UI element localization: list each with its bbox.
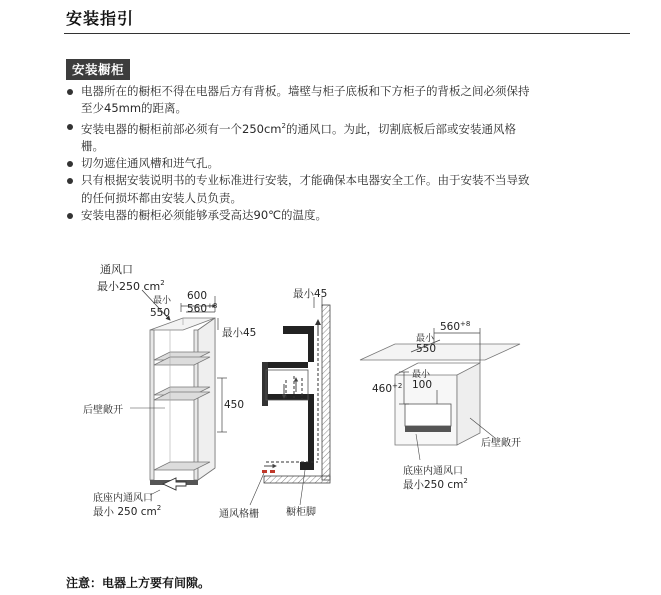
dim-600-label: 600 [187, 290, 208, 302]
min45-label: 最小45 [222, 327, 257, 339]
wall [322, 305, 330, 480]
upper-cabinet-section [263, 326, 314, 368]
min-label: 最小 [416, 334, 435, 344]
back-open-label: 后壁敞开 [83, 405, 123, 416]
min-label: 最小 [153, 296, 172, 306]
page-title: 安装指引 [66, 9, 135, 28]
list-item: 安装电器的橱柜前部必须有一个$250cm^2$的通风口。为此，切割底板后部或安装通风格栅。 [66, 118, 536, 155]
footer-note: 注意：电器上方要有间隙。 [66, 576, 211, 590]
floor [264, 476, 330, 483]
tall-cabinet-diagram [83, 263, 256, 518]
dim-100-label: 100 [412, 379, 433, 391]
dim-460-label: $460^{+2}$ [372, 382, 403, 395]
cabinet-side-left [150, 330, 154, 480]
grille-label: 通风格栅 [219, 509, 259, 520]
dim-560-label: $560^{+8}$ [187, 302, 218, 315]
list-item: 只有根据安装说明书的专业标准进行安装，才能确保本电器安全工作。由于安装不当导致的任何损坏都由安装人员负责。 [66, 172, 536, 207]
section-heading: 安装橱柜 [66, 59, 130, 80]
plinth-label: 橱柜脚 [286, 507, 316, 518]
lower-cabinet-section [263, 394, 314, 470]
base-vent-label: 底座内通风口 [93, 493, 153, 504]
min45-label: 最小45 [293, 288, 328, 300]
top-vent-min-label: 最小250 $cm^2$ [97, 279, 165, 293]
back-open-label: 后壁敞开 [481, 438, 521, 449]
base-vent-min-label: 最小 250 $cm^2$ [93, 504, 162, 518]
list-item: 电器所在的橱柜不得在电器后方有背板。墙壁与柜子底板和下方柜子的背板之间必须保持至少45mm的距离。 [66, 83, 536, 118]
dim-550-label: 550 [416, 343, 437, 355]
top-vent-label: 通风口 [100, 263, 133, 276]
list-item: 安装电器的橱柜必须能够承受高达90℃的温度。 [66, 207, 536, 224]
min-label: 最小 [412, 370, 431, 380]
list-item: 切勿遮住通风槽和进气孔。 [66, 155, 536, 172]
grille-icon [262, 470, 267, 473]
base-vent-label: 底座内通风口 [403, 466, 463, 477]
dim-450-label: 450 [224, 399, 245, 411]
dim-550-label: 550 [150, 307, 171, 319]
airflow-arrow-icon [163, 478, 186, 490]
under-counter-diagram [360, 320, 521, 491]
dim-560-label: $560^{+8}$ [440, 320, 471, 333]
base-vent-min-label: 最小250 $cm^2$ [403, 477, 468, 491]
